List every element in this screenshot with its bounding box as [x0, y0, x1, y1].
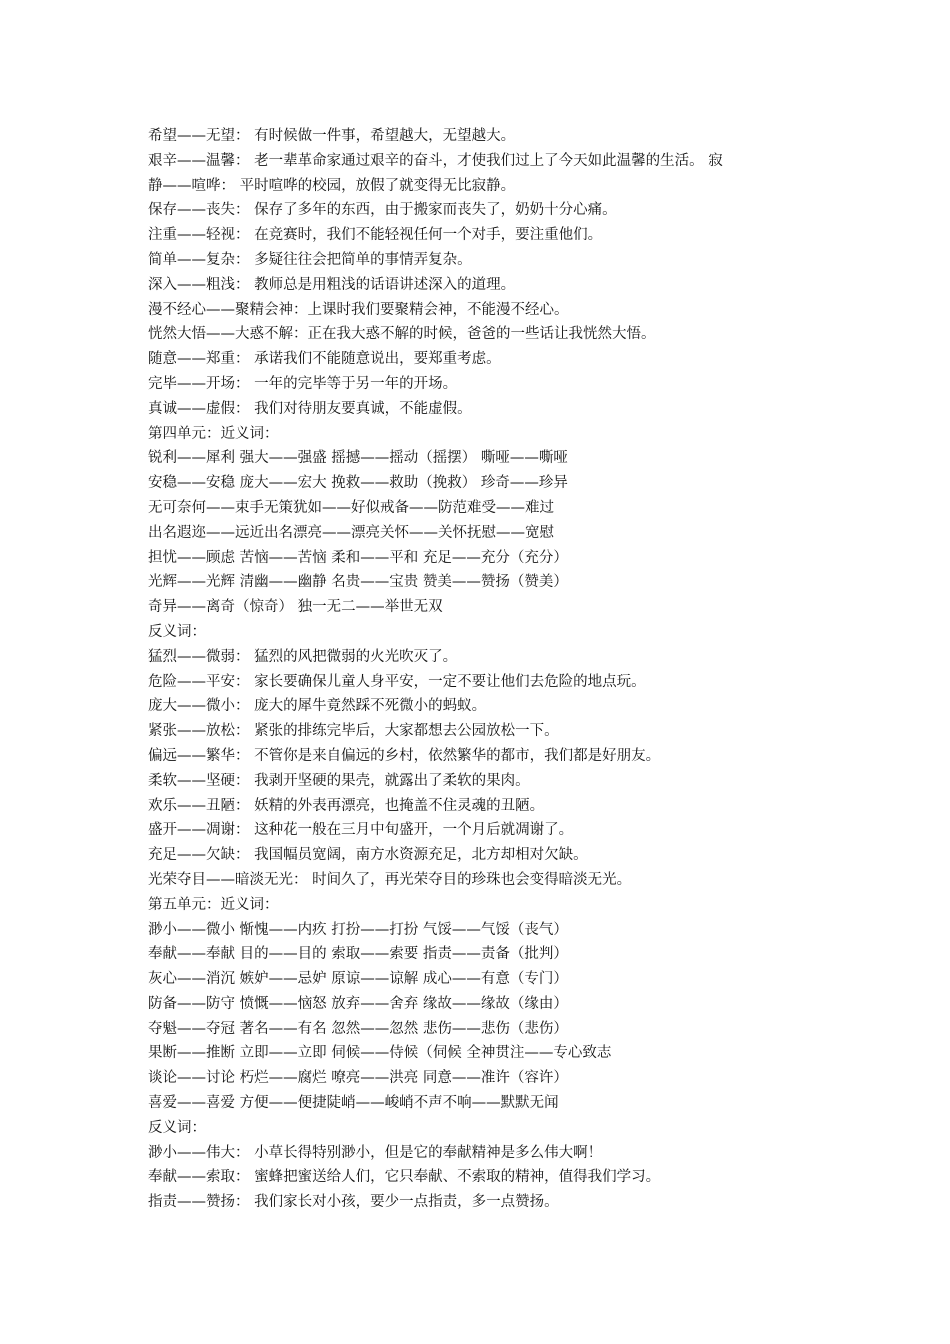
- text-line: 奇异——离奇（惊奇） 独一无二——举世无双: [148, 599, 443, 616]
- text-line: 恍然大悟——大惑不解：正在我大惑不解的时候，爸爸的一些话让我恍然大悟。: [148, 326, 656, 343]
- text-line: 希望——无望： 有时候做一件事，希望越大，无望越大。: [148, 128, 516, 144]
- text-line: 谈论——讨论 朽烂——腐烂 嘹亮——洪亮 同意——准许（容许）: [148, 1070, 568, 1087]
- text-line: 保存——丧失： 保存了多年的东西，由于搬家而丧失了，奶奶十分心痛。: [148, 202, 617, 219]
- section-heading: 反义词：: [148, 623, 206, 640]
- text-line: 危险——平安： 家长要确保儿童人身平安，一定不要让他们去危险的地点玩。: [148, 673, 646, 690]
- text-line: 简单——复杂： 多疑往往会把简单的事情弄复杂。: [148, 251, 472, 268]
- text-line: 盛开——凋谢： 这种花一般在三月中旬盛开，一个月后就凋谢了。: [148, 822, 574, 839]
- text-line: 无可奈何——束手无策犹如——好似戒备——防范难受——难过: [148, 499, 554, 516]
- text-line: 喜爱——喜爱 方便——便捷陡峭——峻峭不声不响——默默无闻: [148, 1095, 559, 1112]
- text-line: 庞大——微小： 庞大的犀牛竟然踩不死微小的蚂蚁。: [148, 698, 487, 715]
- text-line: 注重——轻视： 在竞赛时，我们不能轻视任何一个对手，要注重他们。: [148, 227, 603, 244]
- section-heading: 第五单元：近义词：: [148, 896, 279, 913]
- text-line: 真诚——虚假： 我们对待朋友要真诚，不能虚假。: [148, 400, 472, 417]
- text-line: 静——喧哗： 平时喧哗的校园，放假了就变得无比寂静。: [148, 177, 516, 194]
- text-line: 渺小——微小 惭愧——内疚 打扮——打扮 气馁——气馁（丧气）: [148, 921, 568, 938]
- text-line: 偏远——繁华： 不管你是来自偏远的乡村，依然繁华的都市，我们都是好朋友。: [148, 747, 661, 764]
- text-line: 奉献——索取： 蜜蜂把蜜送给人们，它只奉献、不索取的精神，值得我们学习。: [148, 1169, 661, 1186]
- text-line: 防备——防守 愤慨——恼怒 放弃——舍弃 缘故——缘故（缘由）: [148, 995, 568, 1012]
- text-line: 灰心——消沉 嫉妒——忌妒 原谅——谅解 成心——有意（专门）: [148, 971, 568, 988]
- section-heading: 第四单元：近义词：: [148, 425, 279, 442]
- document-body: [148, 124, 818, 1215]
- text-line: 奉献——奉献 目的——目的 索取——索要 指责——责备（批判）: [148, 946, 568, 963]
- text-line: 漫不经心——聚精会神：上课时我们要聚精会神，不能漫不经心。: [148, 301, 569, 318]
- text-line: 锐利——犀利 强大——强盛 摇撼——摇动（摇摆） 嘶哑——嘶哑: [148, 450, 568, 467]
- text-line: 猛烈——微弱： 猛烈的风把微弱的火光吹灭了。: [148, 648, 458, 665]
- text-line: 光辉——光辉 清幽——幽静 名贵——宝贵 赞美——赞扬（赞美）: [148, 574, 568, 591]
- text-line: 艰辛——温馨： 老一辈革命家通过艰辛的奋斗，才使我们过上了今天如此温馨的生活。 寂: [148, 152, 723, 169]
- text-line: 完毕——开场： 一年的完毕等于另一年的开场。: [148, 375, 458, 392]
- text-line: 夺魁——夺冠 著名——有名 忽然——忽然 悲伤——悲伤（悲伤）: [148, 1020, 568, 1037]
- text-line: 欢乐——丑陋： 妖精的外表再漂亮，也掩盖不住灵魂的丑陋。: [148, 797, 545, 814]
- text-line: 柔软——坚硬： 我剥开坚硬的果壳，就露出了柔软的果肉。: [148, 772, 530, 789]
- text-line: 随意——郑重： 承诺我们不能随意说出，要郑重考虑。: [148, 351, 501, 368]
- text-line: 紧张——放松： 紧张的排练完毕后，大家都想去公园放松一下。: [148, 723, 559, 740]
- text-line: 指责——赞扬： 我们家长对小孩，要少一点指责，多一点赞扬。: [148, 1194, 559, 1211]
- section-heading: 反义词：: [148, 1119, 206, 1136]
- text-line: 光荣夺目——暗淡无光： 时间久了，再光荣夺目的珍珠也会变得暗淡无光。: [148, 871, 632, 888]
- text-line: 深入——粗浅： 教师总是用粗浅的话语讲述深入的道理。: [148, 276, 516, 293]
- text-line: 出名遐迩——远近出名漂亮——漂亮关怀——关怀抚慰——宽慰: [148, 524, 554, 541]
- text-line: 充足——欠缺： 我国幅员宽阔，南方水资源充足，北方却相对欠缺。: [148, 847, 588, 864]
- text-line: 担忧——顾虑 苦恼——苦恼 柔和——平和 充足——充分（充分）: [148, 549, 568, 566]
- text-line: 渺小——伟大： 小草长得特别渺小，但是它的奉献精神是多么伟大啊！: [148, 1144, 603, 1161]
- text-line: 果断——推断 立即——立即 伺候——侍候（伺候 全神贯注——专心致志: [148, 1045, 612, 1062]
- text-line: 安稳——安稳 庞大——宏大 挽救——救助（挽救） 珍奇——珍异: [148, 475, 568, 492]
